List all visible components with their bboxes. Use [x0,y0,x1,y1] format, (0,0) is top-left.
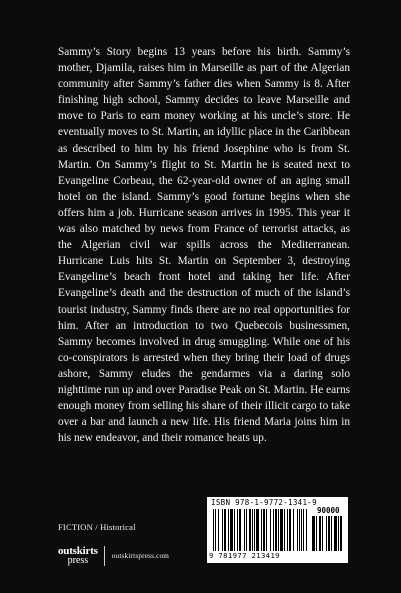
barcode-bar [239,509,241,551]
barcode-bar [303,509,304,551]
barcode-bar [316,516,317,551]
barcode-bar [237,509,238,551]
barcode-bar [312,516,315,551]
publisher-block [58,546,169,566]
barcode-bar [284,509,285,551]
barcode-bar [331,516,332,551]
barcode-bar [266,509,267,551]
barcode-bar [273,509,274,551]
isbn-number: ISBN 978-1-9772-1341-9 [211,498,317,507]
barcode-bar [254,509,255,551]
barcode-bar [306,509,307,551]
barcode-bar [261,509,262,551]
barcode-bar [218,509,219,551]
addon-barcode-bars [312,516,342,551]
publisher-divider [104,546,105,566]
genre-label: FICTION / Historical [58,522,136,532]
barcode-bar [246,509,247,551]
publisher-logo-bottom: press [67,555,89,566]
barcode-bar [338,516,339,551]
barcode-bar [287,509,288,551]
barcode-bar [244,509,245,551]
price-code: 90000 [317,506,340,515]
barcode-bar [249,509,251,551]
barcode-bar [322,516,323,551]
publisher-logo [58,547,98,565]
barcode-bar [278,509,279,551]
barcode-bar [270,509,271,551]
barcode-bar [297,509,298,551]
barcode-bar [289,509,291,551]
barcode-bar [301,509,302,551]
barcode-bar [280,509,283,551]
barcode-bar [340,516,342,551]
barcode-bar [230,509,233,551]
barcode-bar [319,516,321,551]
barcode-digits: 9 781977 213419 [209,551,280,560]
barcode-bar [263,509,265,551]
back-cover-blurb: Sammy’s Story begins 13 years before his birth. Sammy’s mother, Djamila, raises him in Marseille as part of the Algerian community after Sammy’s father dies when Sammy is 8. After finishing high school, Sammy decides to leave Marseille and move to Paris to earn money working at his uncle’s store. He eventually moves to St. Martin, an idyllic place in the Caribbean as described to him by his friend Josephine who is from St. Martin. On Sammy’s flight to St. Martin he is seated next to Evangeline Corbeau, the 62-year-old owner of an aging small hotel on the island. Sammy’s good fortune begins when she offers him a job. Hurricane season arrives in 1995. This year it was also matched by news from France of terrorist attacks, as the Algerian civil war spills across the Mediterranean. Hurricane Luis hits St. Martin on September 3, destroying Evangeline’s beach front hotel and taking her life. After Evangeline’s death and the destruction of much of the island’s tourist industry, Sammy finds there are no real opportunities for him. After an introduction to two Quebecois businessmen, Sammy becomes involved in drug smuggling. While one of his co-conspirators is arrested when they bring their load of drugs ashore, Sammy eludes the gendarmes via a daring solo nighttime run up and over Paradise Peak on St. Martin. He earns enough money from selling his share of their illicit cargo to take over a bar and launch a new life. His friend Maria joins him in his new endeavor, and their romance heats up. [58,46,350,445]
publisher-url: outskirtspress.com [111,552,170,560]
barcode-bar [222,509,223,551]
publisher-logo-top: outskirts [58,545,98,557]
barcode-bar [299,509,300,551]
barcode-bar [256,509,259,551]
barcode-bar [293,509,294,551]
barcode-bar [215,509,216,551]
isbn-barcode [207,497,348,563]
barcode-bar [334,516,337,551]
barcode-bar [275,509,277,551]
barcode-bar [213,509,214,551]
barcode-bar [234,509,235,551]
barcode-bar [252,509,253,551]
barcode-bar [326,516,327,551]
barcode-bar [224,509,226,551]
barcode-bar [328,516,330,551]
ean-barcode-bars [213,509,309,551]
barcode-bar [228,509,229,551]
